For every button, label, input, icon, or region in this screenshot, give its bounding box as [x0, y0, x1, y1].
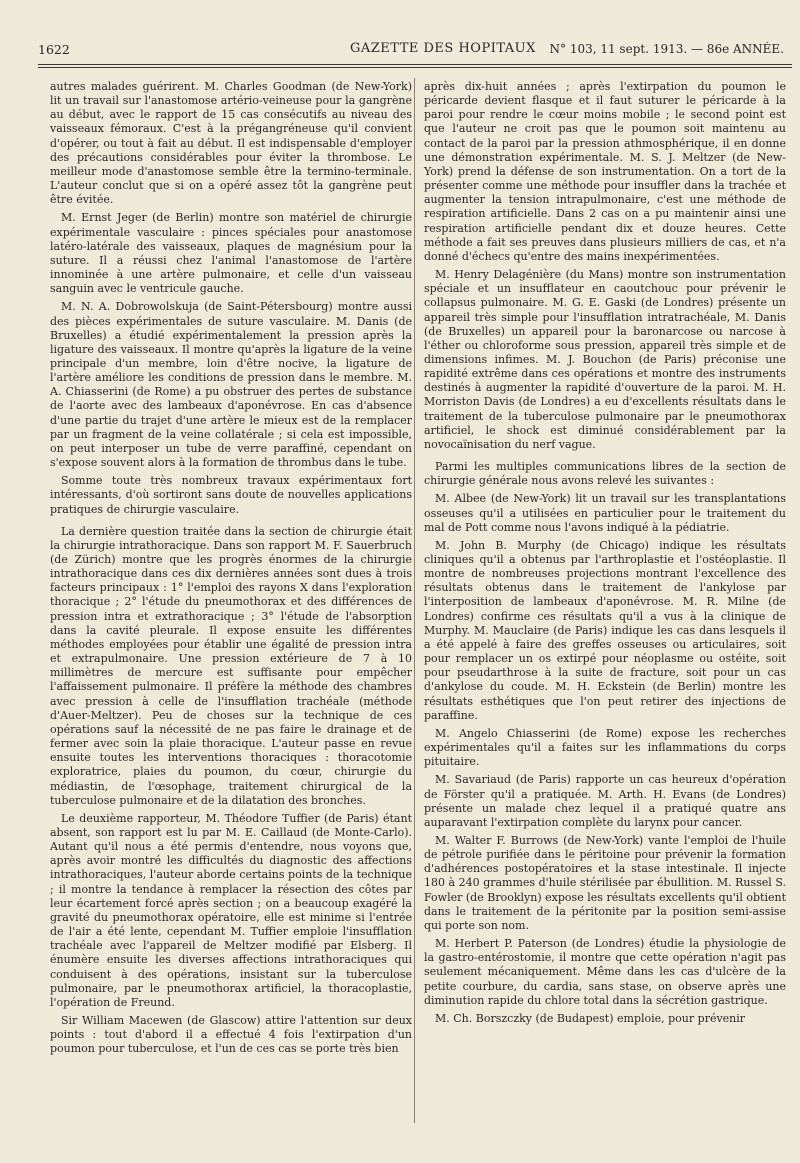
paragraph: M. Walter F. Burrows (de New-York) vante l'emploi de l'huile de pétrole purifiée dans le péritoine pour prévenir la formation d'adhérences postopératoires et la stase intestinale. Il injecte 180 à 240 grammes d'huile stérilisée par ébullition. M. Russel S. Fowler (de Brooklyn) expose les résultats excellents qu'il obtient dans le traitement de la péritonite par la position semi-assise qui porte son nom. — [424, 833, 786, 932]
paragraph: M. Ernst Jeger (de Berlin) montre son matériel de chirurgie expérimentale vasculaire : pinces spéciales pour anastomose latéro-latérale des vaisseaux, plaques de magnésium pour la suture. Il a réussi chez l'animal l'anastomose de l'artère innominée à une artère pulmonaire, et celle d'un vaisseau sanguin avec le ventricule gauche. — [50, 211, 412, 296]
paragraph: Somme toute très nombreux travaux expérimentaux fort intéressants, d'où sortiront sans doute de nouvelles applications pratiques de chirurgie vasculaire. — [50, 474, 412, 516]
page-header — [38, 38, 790, 62]
left-column — [50, 80, 412, 1060]
paragraph: M. Albee (de New-York) lit un travail sur les transplantations osseuses qu'il a utilisées en particulier pour le traitement du mal de Pott comme nous l'avons indiqué à la pédiatrie. — [424, 492, 786, 534]
column-divider — [414, 78, 415, 1123]
paragraph: M. John B. Murphy (de Chicago) indique les résultats cliniques qu'il a obtenus par l'arthroplastie et l'ostéoplastie. Il montre de nombreuses projections montrant l'excellence des résultats obtenus dans le traitement de l'ankylose par l'interposition de lambeaux d'aponévrose. M. R. Milne (de Londres) confirme ces résultats qu'il a vus à la clinique de Murphy. M. Mauclaire (de Paris) indique les cas dans lesquels il a été appelé à faire des greffes osseuses ou articulaires, soit pour remplacer un os extirpé pour néoplasme ou ostéite, soit pour pseudarthrose à la suite de fracture, soit pour un cas d'ankylose du coude. M. H. Eckstein (de Berlin) montre les résultats esthétiques que l'on peut retirer des injections de paraffine. — [424, 538, 786, 722]
header-rule-thin — [38, 67, 792, 68]
paragraph: après dix-huit années ; après l'extirpation du poumon le péricarde devient flasque et il faut suturer le péricarde à la paroi pour rendre le cœur moins mobile ; le second point est que l'auteur ne croit pas que le poumon soit maintenu au contact de la paroi par la pression athmosphérique, il en donne une démonstration expérimentale. M. S. J. Meltzer (de New-York) prend la défense de son instrumentation. On a tort de la présenter comme une méthode pour insuffler dans la trachée et augmenter la tension intrapulmonaire, c'est une méthode de respiration artificielle. Dans 2 cas on a pu maintenir ainsi une respiration artificielle pendant dix et douze heures. Cette méthode a fait ses preuves dans plusieurs milliers de cas, et n'a donné d'échecs qu'entre des mains inexpérimentées. — [424, 80, 786, 263]
paragraph: M. Angelo Chiasserini (de Rome) expose les recherches expérimentales qu'il a faites sur les inflammations du corps pituitaire. — [424, 726, 786, 769]
paragraph: La dernière question traitée dans la section de chirurgie était la chirurgie intrathoracique. Dans son rapport M. F. Sauerbruch (de Zürich) montre que les progrès énormes de la chirurgie intrathoracique dans ces dix dernières années sont dues à trois facteurs principaux : 1° l'emploi des rayons X dans l'exploration thoracique ; 2° l'étude du pneumothorax et des différences de pression intra et extrathoracique ; 3° l'étude de l'absorption dans la cavité pleurale. Il expose ensuite les différentes méthodes employées pour établir une égalité de pression intra et extrapulmonaire. Une pression extérieure de 7 à 10 millimètres de mercure est suffisante pour empêcher l'affaissement pulmonaire. Il préfère la méthode des chambres avec pression à celle de l'insufflation trachéale (méthode d'Auer-Meltzer). Peu de choses sur la technique de ces opérations sauf la nécessité de ne pas faire le drainage et de fermer avec soin la plaie thoracique. L'auteur passe en revue ensuite toutes les interventions thoraciques : thoracotomie exploratrice, plaies du poumon, du cœur, chirurgie du médiastin, de l'œsophage, traitement chirurgical de la tuberculose pulmonaire et de la dilatation des bronches. — [50, 524, 412, 807]
journal-title: GAZETTE DES HOPITAUX — [350, 41, 536, 56]
paragraph: autres malades guérirent. M. Charles Goodman (de New-York) lit un travail sur l'anastomose artério-veineuse pour la gangrène au début, avec le rapport de 15 cas consécutifs au niveau des vaisseaux fémoraux. C'est à la prégangréneuse qu'il convient d'opérer, ou tout à fait au début. Il est indispensable d'employer des précautions considérables pour éviter la thrombose. Le meilleur mode d'anastomose semble être la termino-terminale. L'auteur conclut que si on a opéré assez tôt la gangrène peut être évitée. — [50, 80, 412, 207]
paragraph: Sir William Macewen (de Glascow) attire l'attention sur deux points : tout d'abord il a effectué 4 fois l'extirpation d'un poumon pour tuberculose, et l'un de ces cas se porte très bien — [50, 1014, 412, 1056]
header-rule — [38, 64, 792, 65]
right-column — [424, 80, 786, 1030]
page-number: 1622 — [38, 42, 70, 57]
paragraph: Parmi les multiples communications libres de la section de chirurgie générale nous avons relevé les suivantes : — [424, 460, 786, 488]
issue-info: N° 103, 11 sept. 1913. — 86e ANNÉE. — [549, 42, 784, 56]
paragraph: M. Savariaud (de Paris) rapporte un cas heureux d'opération de Förster qu'il a pratiquée. M. Arth. H. Evans (de Londres) présente un malade chez lequel il a pratiqué quatre ans auparavant l'extirpation complète du larynx pour cancer. — [424, 773, 786, 829]
paragraph: M. N. A. Dobrowolskuja (de Saint-Pétersbourg) montre aussi des pièces expérimentales de suture vasculaire. M. Danis (de Bruxelles) a étudié expérimentalement la pression après la ligature des vaisseaux. Il montre qu'après la ligature de la veine principale d'un membre, loin d'être nocive, la ligature de l'artère améliore les conditions de pression dans le membre. M. A. Chiasserini (de Rome) a pu obstruer des pertes de substance de l'aorte avec des lambeaux d'aponévrose. En cas d'absence d'une partie du trajet d'une artère le mieux est de la remplacer par un fragment de la veine collatérale ; si cela est impossible, on peut interposer un tube de verre paraffiné, cependant on s'expose souvent alors à la formation de thrombus dans le tube. — [50, 300, 412, 470]
paragraph: M. Herbert P. Paterson (de Londres) étudie la physiologie de la gastro-entérostomie, il montre que cette opération n'agit pas seulement mécaniquement. Même dans les cas d'ulcère de la petite courbure, du cardia, sans stase, on observe après une diminution rapide du chlore total dans la sécrétion gastrique. — [424, 937, 786, 1007]
paragraph: M. Ch. Borszczky (de Budapest) emploie, pour prévenir — [435, 1011, 746, 1025]
paragraph: M. Henry Delagénière (du Mans) montre son instrumentation spéciale et un insufflateur en caoutchouc pour prévenir le collapsus pulmonaire. M. G. E. Gaski (de Londres) présente un appareil très simple pour l'insufflation intratrachéale, M. Danis (de Bruxelles) un appareil pour la baronarcose ou narcose à l'éther ou chloroforme sous pression, appareil très simple et de dimensions infimes. M. J. Bouchon (de Paris) préconise une rapidité extrême dans ces opérations et montre des instruments destinés à augmenter la rapidité d'ouverture de la paroi. M. H. Morriston Davis (de Londres) a eu d'excellents résultats dans le traitement de la tuberculose pulmonaire par le pneumothorax artificiel, le shock est diminué considérablement par la novocaïnisation du nerf vague. — [424, 268, 786, 451]
paragraph: Le deuxième rapporteur, M. Théodore Tuffier (de Paris) étant absent, son rapport est lu par M. E. Caillaud (de Monte-Carlo). Autant qu'il nous a été permis d'entendre, nous voyons que, après avoir montré les difficultés du diagnostic des affections intrathoraciques, l'auteur aborde certains points de la technique ; il montre la tendance à remplacer la résection des côtes par leur écartement forcé après section ; on a beaucoup exagéré la gravité du pneumothorax opératoire, elle est minime si l'entrée de l'air a été lente, cependant M. Tuffier emploie l'insufflation trachéale avec l'appareil de Meltzer modifié par Elsberg. Il énumère ensuite les diverses affections intrathoraciques qui conduisent à des opérations, insistant sur la tuberculose pulmonaire, par le pneumothorax artificiel, la thoracoplastie, l'opération de Freund. — [50, 811, 412, 1009]
